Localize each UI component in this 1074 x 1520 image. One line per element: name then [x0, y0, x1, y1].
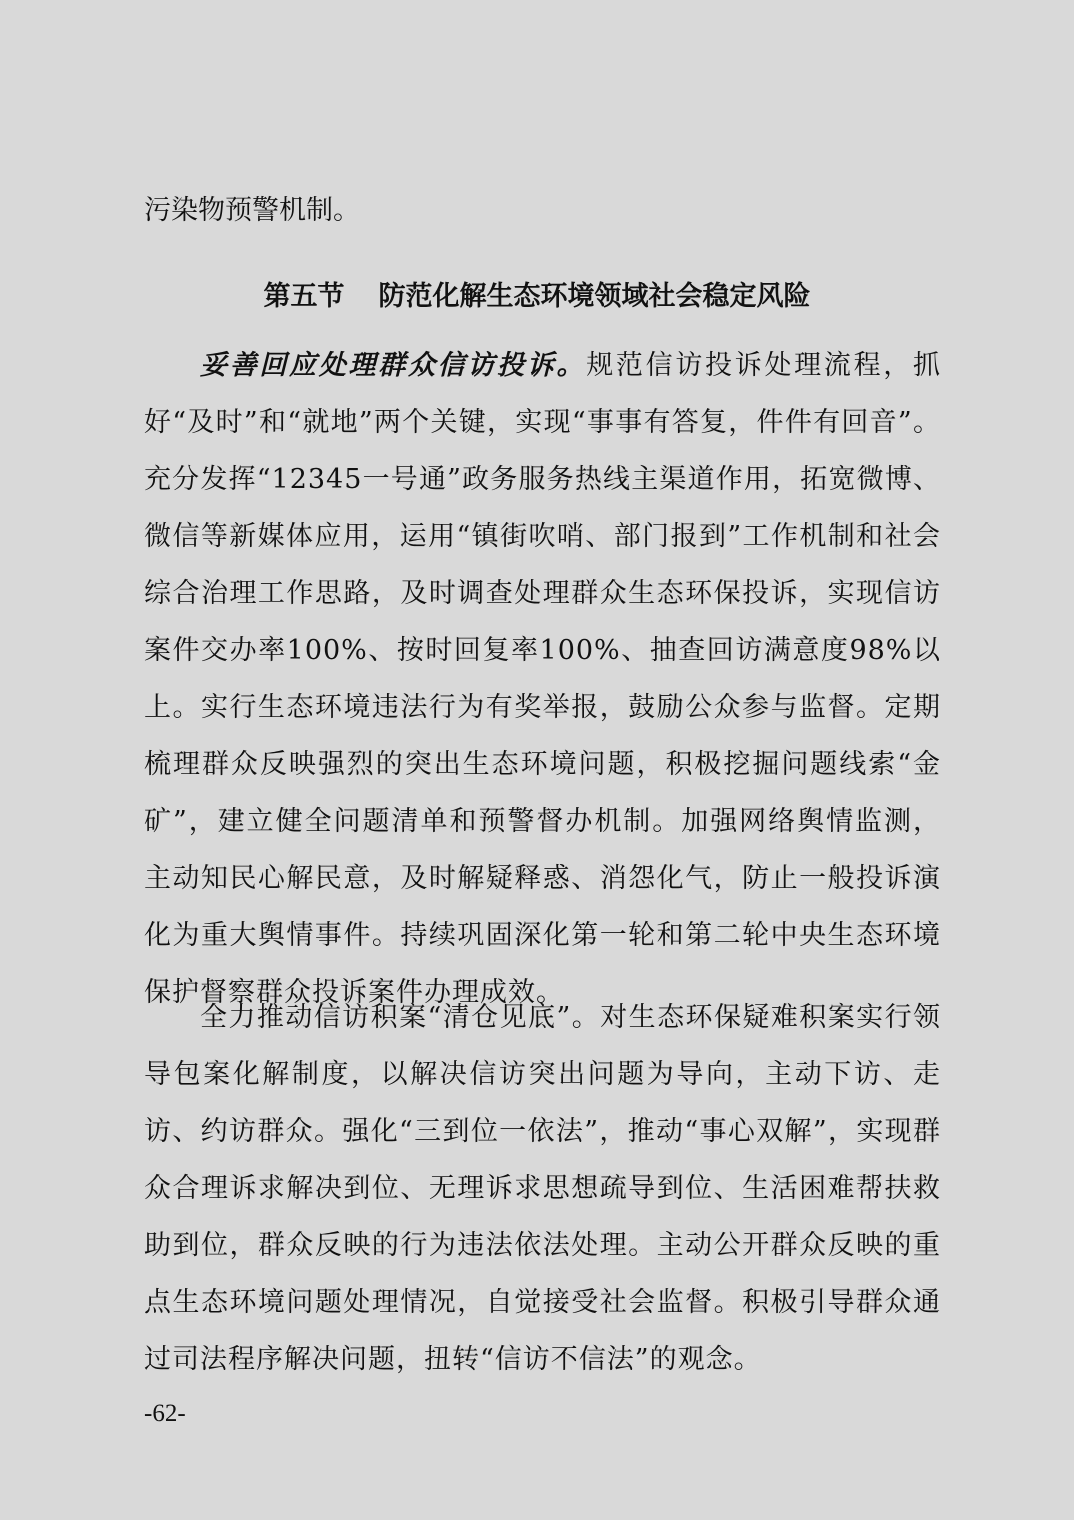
paragraph-1-body: 规范信访投诉处理流程，抓好“及时”和“就地”两个关键，实现“事事有答复，件件有回音”。充分发挥“12345一号通”政务服务热线主渠道作用，拓宽微博、微信等新媒体应用，运用“镇街吹哨、部门报到”工作机制和社会综合治理工作思路，及时调查处理群众生态环保投诉，实现信访案件交办率100%、按时回复率100%、抽查回访满意度98%以上。实行生态环境违法行为有奖举报，鼓励公众参与监督。定期梳理群众反映强烈的突出生态环境问题，积极挖掘问题线索“金矿”，建立健全问题清单和预警督办机制。加强网络舆情监测，主动知民心解民意，及时解疑释惑、消怨化气，防止一般投诉演化为重大舆情事件。持续巩固深化第一轮和第二轮中央生态环境保护督察群众投诉案件办理成效。 [144, 350, 942, 1008]
paragraph-2-lead: 全力推动信访积案“清仓见底”。 [200, 1002, 601, 1033]
section-title: 防范化解生态环境领域社会稳定风险 [378, 281, 811, 312]
paragraph-2-body: 对生态环保疑难积案实行领导包案化解制度，以解决信访突出问题为导向，主动下访、走访、约访群众。强化“三到位一依法”，推动“事心双解”，实现群众合理诉求解决到位、无理诉求思想疏导到位、生活困难帮扶救助到位，群众反映的行为违法依法处理。主动公开群众反映的重点生态环境问题处理情况，自觉接受社会监督。积极引导群众通过司法程序解决问题，扭转“信访不信法”的观念。 [144, 1002, 942, 1375]
section-number: 第五节 [263, 281, 345, 312]
paragraph-1-lead: 妥善回应处理群众信访投诉。 [200, 350, 587, 381]
page-number: -62- [144, 1400, 186, 1427]
paragraph-1 [144, 337, 941, 1021]
section-heading [0, 277, 1074, 317]
continuation-text: 污染物预警机制。 [144, 195, 360, 226]
paragraph-2 [144, 989, 941, 1388]
